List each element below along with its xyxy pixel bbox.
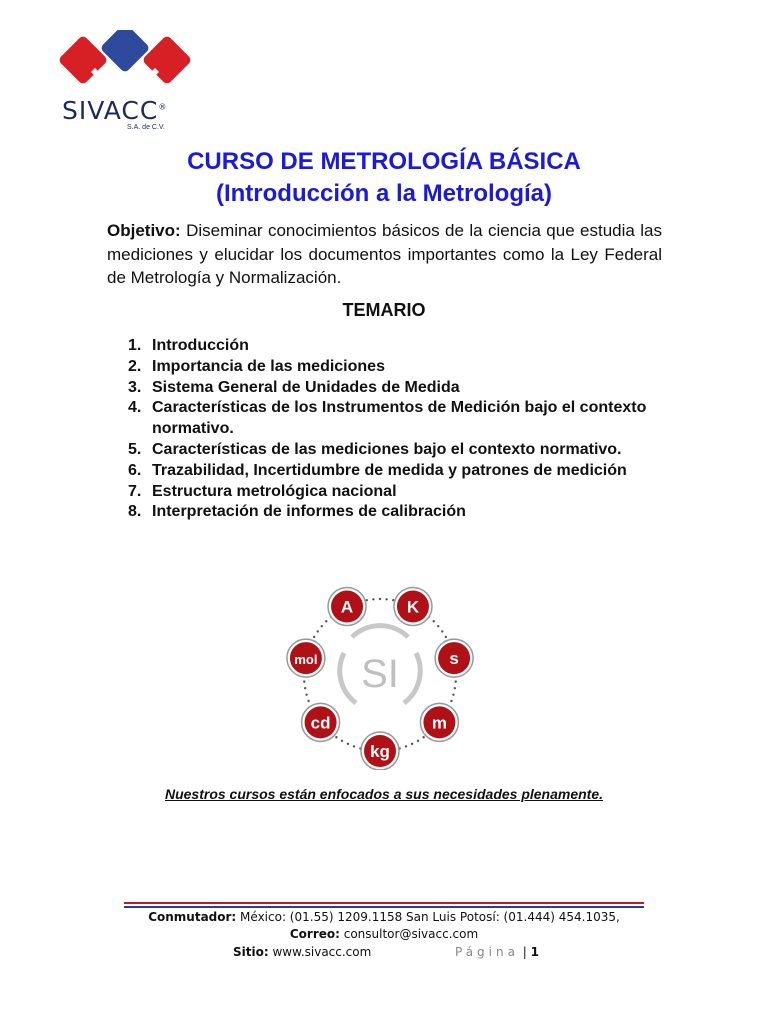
ring-dot: [353, 745, 355, 747]
si-unit-m: [420, 703, 458, 741]
temario-item: [128, 378, 648, 399]
footer-divider-red: [124, 902, 644, 904]
ring-dot: [411, 743, 413, 745]
si-unit-A: [328, 588, 366, 626]
ring-dot: [385, 598, 387, 600]
ring-dot: [321, 625, 323, 627]
footer-phone-line: [0, 910, 768, 924]
page-label: Página: [455, 945, 519, 959]
item-text: Sistema General de Unidades de Medida: [152, 378, 460, 396]
item-number: 6.: [128, 461, 142, 479]
item-number: 5.: [128, 440, 142, 458]
item-number: 2.: [128, 357, 142, 375]
site-info: [233, 945, 371, 959]
item-number: 7.: [128, 482, 142, 500]
ring-dot: [417, 740, 419, 742]
si-unit-label: mol: [294, 652, 318, 668]
si-unit-label: K: [406, 597, 420, 617]
si-unit-cd: [302, 703, 340, 741]
item-text: Importancia de las mediciones: [152, 357, 385, 375]
site-label: Sitio:: [233, 945, 269, 959]
objective-text: Diseminar conocimientos básicos de la ciencia que estudia las mediciones y elucidar los documentos importantes como la Ley Federal de Metrología y Normalización.: [107, 221, 662, 287]
si-unit-label: kg: [370, 742, 390, 761]
ring-dot: [347, 743, 349, 745]
phone-value: México: (01.55) 1209.1158 San Luis Potosí: (01.444) 454.1035,: [236, 910, 620, 924]
temario-item: [128, 482, 648, 503]
objective-label: Objetivo:: [107, 221, 181, 240]
item-number: 8.: [128, 503, 142, 521]
item-text: Características de las mediciones bajo el contexto normativo.: [152, 440, 622, 458]
logo-name: SIVACC®: [62, 96, 168, 125]
item-text: Características de los Instrumentos de Medición bajo el contexto normativo.: [152, 399, 647, 438]
temario-item: [128, 336, 648, 357]
ring-dot: [455, 680, 457, 682]
phone-label: Conmutador:: [148, 910, 237, 924]
si-unit-mol: [287, 639, 325, 677]
temario-heading: TEMARIO: [342, 300, 426, 320]
ring-dot: [372, 598, 374, 600]
logo-suffix: S.A. de C.V.: [127, 124, 165, 131]
item-text: Estructura metrológica nacional: [152, 482, 397, 500]
si-unit-kg: [361, 732, 399, 770]
site-link[interactable]: www.sivacc.com: [268, 945, 372, 959]
logo-mark: [58, 30, 193, 92]
temario-item: [128, 398, 648, 440]
temario-item: [128, 502, 648, 523]
si-units-diagram: [280, 575, 480, 770]
email-value[interactable]: consultor@sivacc.com: [339, 927, 479, 941]
ring-dot: [305, 693, 307, 695]
si-unit-label: m: [431, 713, 447, 733]
si-unit-s: [435, 639, 473, 677]
ring-dot: [335, 736, 337, 738]
ring-dot: [307, 700, 309, 702]
ring-dot: [441, 630, 443, 632]
ring-dot: [325, 620, 327, 622]
page-number: 1: [530, 945, 539, 959]
ring-dot: [379, 598, 381, 600]
item-number: 4.: [128, 399, 142, 417]
ring-dot: [450, 700, 452, 702]
si-unit-label: cd: [310, 713, 331, 733]
page-indicator: [455, 945, 539, 959]
temario-item: [128, 461, 648, 482]
ring-dot: [454, 687, 456, 689]
ring-dot: [304, 687, 306, 689]
si-center-label: SI: [361, 652, 399, 696]
item-text: Introducción: [152, 337, 249, 354]
item-text: Interpretación de informes de calibración: [152, 503, 466, 521]
temario-item: [128, 440, 648, 461]
footer-email-line: [0, 927, 768, 941]
page-separator: |: [518, 945, 531, 959]
ring-dot: [437, 625, 439, 627]
ring-dot: [422, 736, 424, 738]
ring-dot: [313, 636, 315, 638]
ring-dot: [341, 740, 343, 742]
si-unit-label: s: [449, 649, 459, 669]
si-center-logo: [340, 626, 420, 703]
email-label: Correo:: [289, 927, 340, 941]
si-unit-K: [394, 588, 432, 626]
ring-dot: [303, 680, 305, 682]
si-unit-label: A: [340, 597, 354, 617]
temario-item: [128, 357, 648, 378]
item-text: Trazabilidad, Incertidumbre de medida y patrones de medición: [152, 461, 627, 479]
course-title: CURSO DE METROLOGÍA BÁSICA: [187, 148, 581, 175]
item-number: 3.: [128, 378, 142, 396]
ring-dot: [433, 620, 435, 622]
tagline: Nuestros cursos están enfocados a sus necesidades plenamente.: [164, 786, 604, 802]
item-number: 1.: [128, 337, 142, 354]
footer-divider-blue: [124, 906, 644, 908]
ring-dot: [317, 630, 319, 632]
temario-list: [128, 336, 648, 523]
objective-paragraph: [107, 219, 662, 290]
ring-dot: [405, 745, 407, 747]
ring-dot: [452, 693, 454, 695]
course-subtitle: (Introducción a la Metrología): [215, 180, 552, 207]
ring-dot: [445, 636, 447, 638]
